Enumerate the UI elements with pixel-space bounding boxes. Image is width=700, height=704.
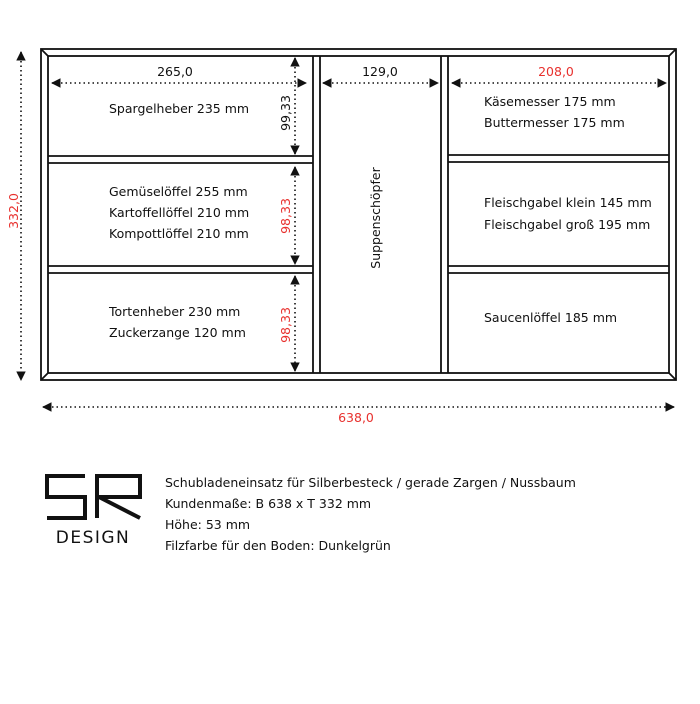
dim-row3-height: 98,33 xyxy=(278,307,293,343)
dim-left-width: 265,0 xyxy=(157,64,193,79)
compartment-center-label: Suppenschöpfer xyxy=(368,167,383,269)
compartment-left-middle-line-1: Gemüselöffel 255 mm xyxy=(109,184,248,199)
dim-right-width: 208,0 xyxy=(538,64,574,79)
info-felt-color: Filzfarbe für den Boden: Dunkelgrün xyxy=(165,538,391,553)
compartment-right-middle-line-2: Fleischgabel groß 195 mm xyxy=(484,217,651,232)
dim-outer-depth: 332,0 xyxy=(6,193,21,229)
compartment-left-bottom-line-2: Zuckerzange 120 mm xyxy=(109,325,246,340)
compartment-left-bottom-line-1: Tortenheber 230 mm xyxy=(109,304,241,319)
compartment-left-middle-line-2: Kartoffellöffel 210 mm xyxy=(109,205,250,220)
compartment-right-bottom-line-1: Saucenlöffel 185 mm xyxy=(484,310,618,325)
dim-row1-height: 99,33 xyxy=(278,95,293,131)
dim-middle-width: 129,0 xyxy=(362,64,398,79)
info-description: Schubladeneinsatz für Silberbesteck / gerade Zargen / Nussbaum xyxy=(165,475,576,490)
product-info xyxy=(165,472,576,556)
dim-row2-height: 98,33 xyxy=(278,198,293,234)
dim-outer-width: 638,0 xyxy=(338,410,374,425)
compartment-left-top-line-1: Spargelheber 235 mm xyxy=(109,101,250,116)
compartment-right-top-line-1: Käsemesser 175 mm xyxy=(484,94,616,109)
compartment-left-middle-line-3: Kompottlöffel 210 mm xyxy=(109,226,249,241)
compartment-right-top-line-2: Buttermesser 175 mm xyxy=(484,115,625,130)
logo-design-text: DESIGN xyxy=(55,528,131,548)
compartment-right-middle-line-1: Fleischgabel klein 145 mm xyxy=(484,195,652,210)
sr-design-logo xyxy=(47,476,140,548)
info-customer-dimensions: Kundenmaße: B 638 x T 332 mm xyxy=(165,496,372,511)
info-height: Höhe: 53 mm xyxy=(165,517,251,532)
